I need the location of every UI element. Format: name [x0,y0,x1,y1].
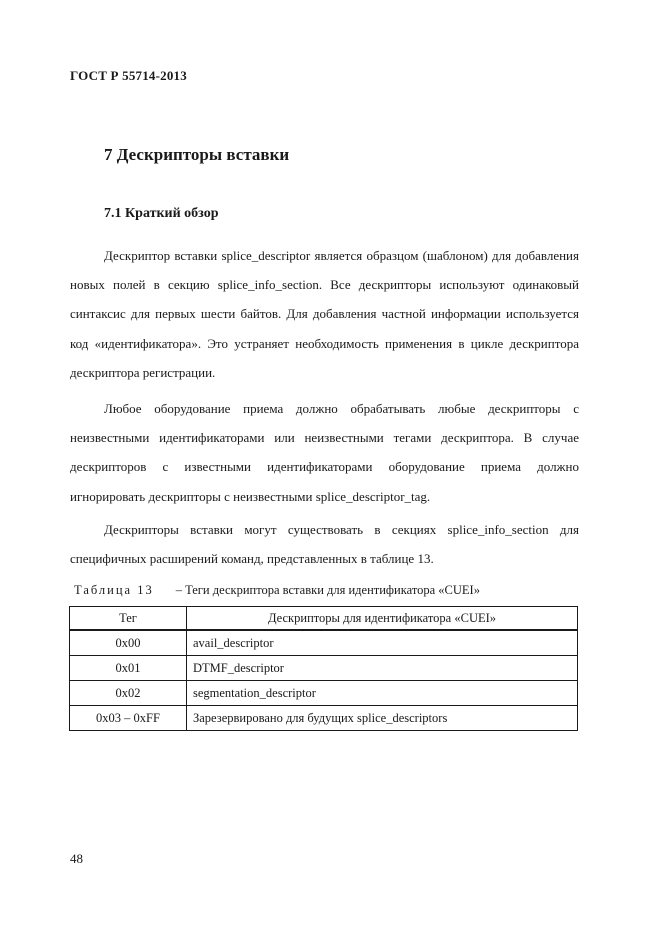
descriptor-cell: Зарезервировано для будущих splice_descriptors [187,706,578,731]
tag-cell: 0x03 – 0xFF [70,706,187,731]
descriptor-cell: DTMF_descriptor [187,656,578,681]
table-caption-label: Таблица 13 [74,583,154,597]
page-number: 48 [70,851,83,866]
table-row [70,630,578,656]
paragraph-3: Дескрипторы вставки могут существовать в секциях splice_info_section для специфичных расширений команд, представленных в таблице 13. [70,522,579,567]
section-title: 7 Дескрипторы вставки [104,145,290,164]
column-header-tag: Тег [70,607,187,631]
column-header-descriptors: Дескрипторы для идентификатора «CUEI» [187,607,578,631]
descriptor-tags-table [69,606,578,731]
table-row [70,656,578,681]
document-header: ГОСТ Р 55714-2013 [70,68,187,83]
descriptor-cell: segmentation_descriptor [187,681,578,706]
paragraph-2: Любое оборудование приема должно обрабатывать любые дескрипторы с неизвестными идентификаторами или неизвестными тегами дескриптора. В случае дескрипторов с известными идентификаторами оборудование приема должно игнорировать дескрипторы с неизвестными splice_descriptor_tag. [70,401,579,504]
table-row [70,681,578,706]
subsection-title: 7.1 Краткий обзор [104,206,219,221]
table-caption [74,583,480,598]
descriptor-cell: avail_descriptor [187,630,578,656]
paragraph-1: Дескриптор вставки splice_descriptor является образцом (шаблоном) для добавления новых полей в секцию splice_info_section. Все дескрипторы используют одинаковый синтаксис для первых шести байтов. Для добавления частной информации используется код «идентификатора». Это устраняет необходимость применения в цикле дескриптора дескриптора регистрации. [70,248,579,380]
table-header-row [70,607,578,631]
table-caption-text: – Теги дескриптора вставки для идентификатора «CUEI» [175,583,480,597]
tag-cell: 0x00 [70,630,187,656]
tag-cell: 0x02 [70,681,187,706]
table-row [70,706,578,731]
tag-cell: 0x01 [70,656,187,681]
